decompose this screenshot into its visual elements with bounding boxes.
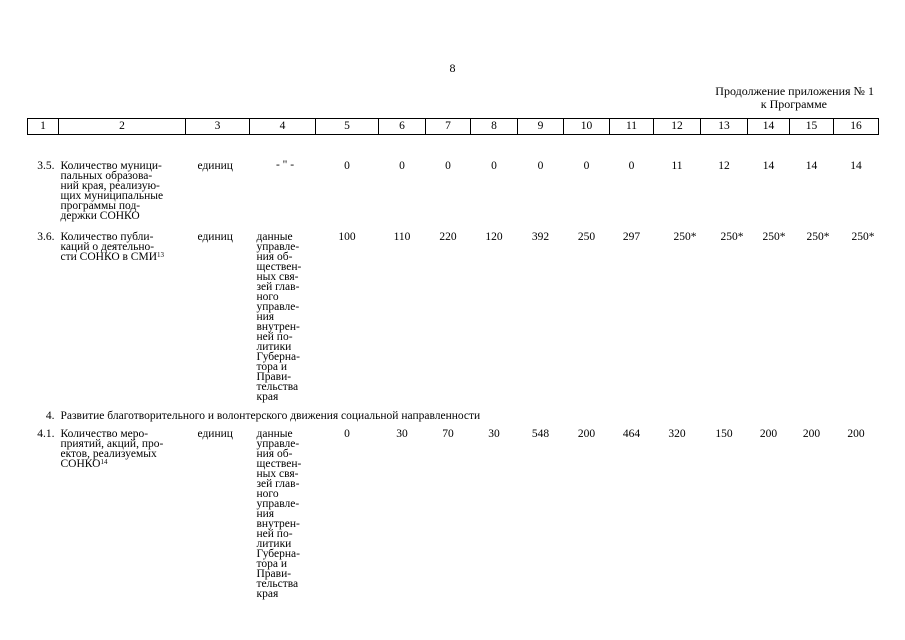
value-cell: 320 xyxy=(668,428,686,440)
column-number: 12 xyxy=(654,119,701,135)
footnote-mark: 14 xyxy=(100,458,108,466)
footnote-mark: 13 xyxy=(157,251,165,259)
value-cell: 12 xyxy=(718,160,730,172)
value-cell: 0 xyxy=(628,160,635,172)
column-number: 9 xyxy=(518,119,564,135)
row-number: 3.5. xyxy=(37,160,55,172)
continuation-line-2: к Программе xyxy=(760,97,827,111)
value-cell: 14 xyxy=(805,160,818,172)
value-cell: 548 xyxy=(531,428,550,440)
column-number: 13 xyxy=(701,119,748,135)
value-cell: 70 xyxy=(442,428,454,440)
column-number-row xyxy=(28,119,879,135)
column-number: 7 xyxy=(426,119,471,135)
data-source: данные управле- ния об- ществен- ных свя- зей глав- ного управле- ния внутрен- ней по- литики Губерна- тора и Прави- тельства края xyxy=(256,231,302,403)
value-cell: 200 xyxy=(577,428,596,440)
column-number: 16 xyxy=(834,119,879,135)
value-cell: 0 xyxy=(344,160,350,172)
column-number: 11 xyxy=(610,119,654,135)
value-cell: 14 xyxy=(762,160,775,172)
value-cell: 0 xyxy=(445,160,451,172)
table-row xyxy=(28,422,879,599)
indicator-name: Количество меро- приятий, акций, про- ектов, реализуемых СОНКО xyxy=(60,428,164,470)
value-cell: 120 xyxy=(485,231,503,243)
data-source: - " - xyxy=(275,159,295,171)
row-number: 3.6. xyxy=(37,231,55,243)
value-cell: 250* xyxy=(762,231,786,243)
unit: единиц xyxy=(197,231,233,243)
value-cell: 250* xyxy=(720,231,744,243)
column-number: 14 xyxy=(748,119,790,135)
section-title: Развитие благотворительного и волонтерского движения социальной направленности xyxy=(60,410,481,422)
value-cell: 0 xyxy=(583,160,590,172)
section-row xyxy=(28,402,879,422)
column-number: 15 xyxy=(790,119,834,135)
section-number: 4. xyxy=(45,410,55,422)
value-cell: 250* xyxy=(673,231,697,243)
value-cell: 220 xyxy=(439,231,457,243)
value-cell: 250 xyxy=(577,231,596,243)
value-cell: 0 xyxy=(399,160,405,172)
page-number: 8 xyxy=(449,61,456,75)
column-number: 8 xyxy=(471,119,518,135)
column-number: 6 xyxy=(379,119,426,135)
value-cell: 250* xyxy=(806,231,830,243)
indicator-name-cell xyxy=(59,422,186,599)
column-number: 2 xyxy=(59,119,186,135)
value-cell: 200 xyxy=(847,428,865,440)
value-cell: 30 xyxy=(396,428,408,440)
column-number: 1 xyxy=(28,119,59,135)
value-cell: 250* xyxy=(851,231,875,243)
value-cell: 0 xyxy=(344,428,350,440)
value-cell: 14 xyxy=(850,160,862,172)
column-number: 4 xyxy=(250,119,316,135)
continuation-line-1: Продолжение приложения № 1 xyxy=(715,84,874,98)
table-row xyxy=(28,135,879,222)
value-cell: 392 xyxy=(531,231,550,243)
table-row xyxy=(28,221,879,402)
column-number: 5 xyxy=(316,119,379,135)
unit: единиц xyxy=(197,160,233,172)
indicator-name: Количество муници- пальных образова- ний края, реализую- щих муниципальные программы под- держки СОНКО xyxy=(60,160,164,222)
value-cell: 200 xyxy=(802,428,821,440)
value-cell: 110 xyxy=(393,231,411,243)
value-cell: 297 xyxy=(622,231,641,243)
value-cell: 200 xyxy=(759,428,778,440)
value-cell: 0 xyxy=(537,160,544,172)
value-cell: 0 xyxy=(491,160,497,172)
column-number: 3 xyxy=(186,119,250,135)
indicators-table xyxy=(27,118,879,599)
continuation-note xyxy=(715,85,874,111)
value-cell: 11 xyxy=(671,160,683,172)
data-source: данные управле- ния об- ществен- ных свя- зей глав- ного управле- ния внутрен- ней по- литики Губерна- тора и Прави- тельства края xyxy=(256,428,302,600)
value-cell: 464 xyxy=(622,428,641,440)
value-cell: 150 xyxy=(715,428,733,440)
value-cell: 30 xyxy=(488,428,500,440)
indicator-name-cell xyxy=(59,221,186,402)
value-cell: 100 xyxy=(338,231,356,243)
row-number: 4.1. xyxy=(37,428,55,440)
indicator-name: Количество публи- каций о деятельно- сти СОНКО в СМИ xyxy=(60,231,158,263)
unit: единиц xyxy=(197,428,233,440)
column-number: 10 xyxy=(564,119,610,135)
